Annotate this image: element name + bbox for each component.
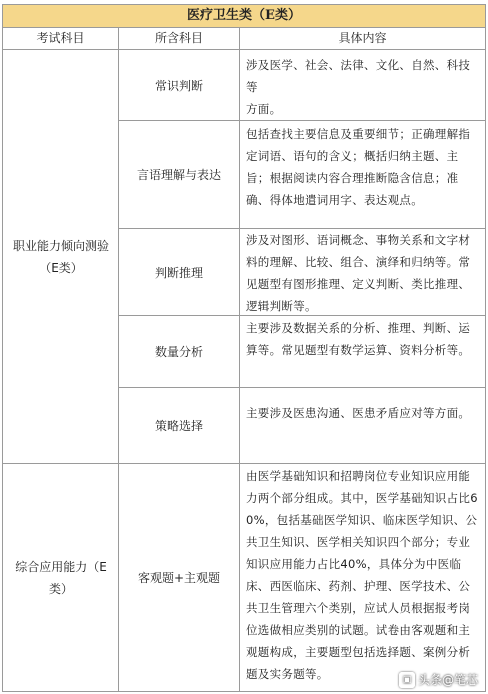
table-title: 医疗卫生类（E类）: [3, 5, 485, 28]
content-objective-subjective: 由医学基础知识和招聘岗位专业知识应用能力两个部分组成。其中，医学基础知识占比60%，包括基础医学知识、临床医学知识、公共卫生知识、医学相关知识四个部分；专业知识应用能力占比40%，具体分为中医临床、西医临床、药剂、护理、医学技术、公共卫生管理六个类别，应试人员根据报考岗位选做相应类别的试题。试卷由客观题和主观题构成，主要题型包括选择题、案例分析题及实务题等。: [246, 469, 478, 681]
category-aptitude-test: 职业能力倾向测验（E类）: [12, 238, 109, 275]
subject-quantitative: 数量分析: [154, 345, 203, 359]
watermark: [399, 671, 478, 688]
subject-strategy: 策略选择: [154, 419, 203, 433]
subject-reasoning: 判断推理: [154, 265, 203, 280]
subject-common-sense: 常识判断: [154, 78, 203, 93]
column-divider: [239, 28, 240, 691]
content-strategy: 主要涉及医患沟通、医患矛盾应对等方面。: [246, 406, 471, 420]
toutiao-logo-icon: ▣: [399, 672, 415, 688]
subject-objective-subjective: 客观题+主观题: [137, 571, 221, 585]
header-included-subjects: 所含科目: [119, 28, 239, 50]
category-comprehensive: 综合应用能力（E类）: [15, 559, 107, 596]
content-quantitative: 主要涉及数据关系的分析、推理、判断、运算等。常见题型有数学运算、资料分析等。: [246, 321, 471, 357]
watermark-text: 头条@笔芯: [417, 673, 478, 687]
exam-table: [2, 4, 486, 692]
content-common-sense: 涉及医学、社会、法律、文化、自然、科技等 方面。: [246, 58, 471, 116]
header-exam-subject: 考试科目: [3, 28, 118, 50]
header-specific-content: 具体内容: [240, 28, 485, 50]
subject-verbal: 言语理解与表达: [136, 168, 221, 182]
content-reasoning: 涉及对图形、语词概念、事物关系和文字材料的理解、比较、组合、演绎和归纳等。常见题型有图形推理、定义判断、类比推理、逻辑判断等。: [246, 233, 471, 313]
content-verbal: 包括查找主要信息及重要细节；正确理解指定词语、语句的含义；概括归纳主题、主旨；根据阅读内容合理推断隐含信息；准确、得体地遣词用字、表达观点。: [246, 127, 471, 207]
